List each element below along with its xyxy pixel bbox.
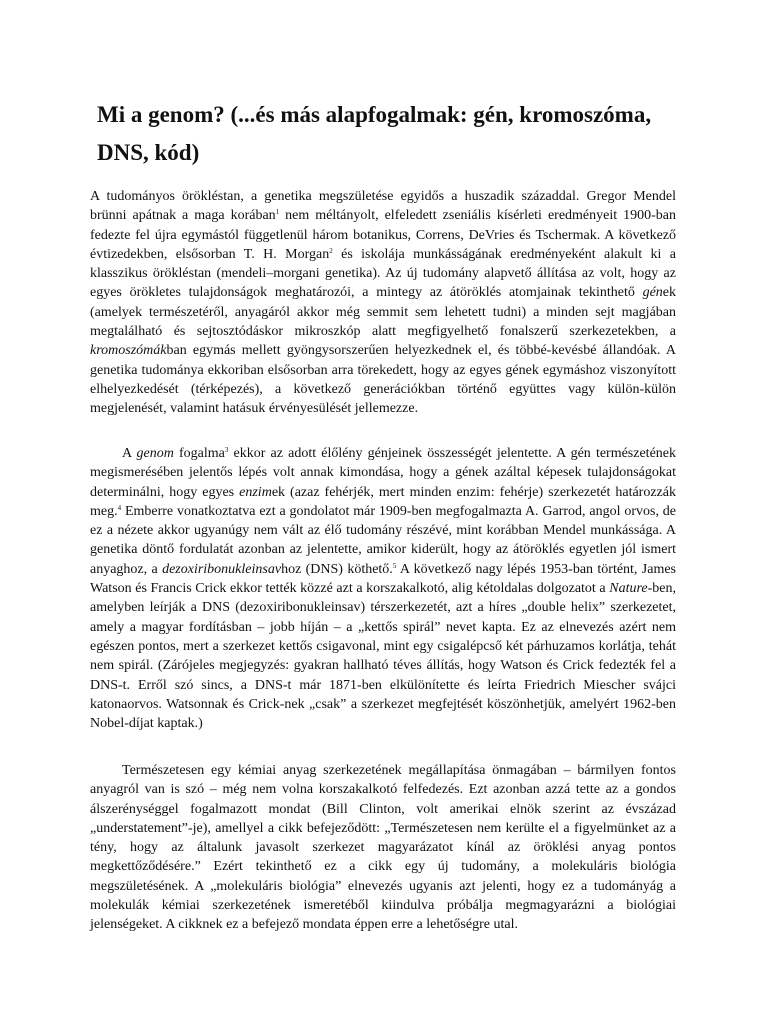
term-kromoszomak: kromoszómák: [90, 343, 167, 359]
footnote-ref-5[interactable]: 5: [392, 561, 397, 570]
paragraph-2-part-4: ek (azaz fehérjék, mert minden enzim: fehérje) szerkezetét határozzák meg.: [90, 484, 676, 519]
paragraph-2-part-2: fogalma: [173, 446, 225, 461]
paragraph-2-part-1: A: [122, 446, 137, 461]
paragraph-2-part-6: hoz (DNS) köthető.: [281, 561, 393, 577]
paragraph-2-part-7: A következő nagy lépés 1953-ban történt, James Watson és Francis Crick ekkor tették közzé azt a korszakalkotó, alig kétoldalas dolgozatot a: [90, 561, 676, 597]
paragraph-2-part-3: ekkor az adott élőlény génjeinek összességét jelentette. A gén természetének megismerésében jelentős lépés volt annak kimondása, hogy a gének azáltal képesek tulajdonságokat determinálni, hogy egyes: [90, 446, 677, 500]
paragraph-1-part-5: ban egymás mellett gyöngysorszerűen helyezkednek el, és többé-kevésbé állandóak. A genetika tudománya ekkoriban elsősorban arra törekedett, hogy az egyes gének egymáshoz viszonyított elhelyezkedését (térképezés), a következő generációkban történő együttes vagy külön-külön megjelenését, valamint hatásuk érvényesülését jellemezze.: [90, 343, 676, 417]
footnote-ref-1[interactable]: 1: [275, 208, 280, 217]
term-dezoxiribonukleinsav: dezoxiribonukleinsav: [162, 561, 282, 577]
footnote-ref-2[interactable]: 2: [329, 246, 333, 255]
term-gen: gén: [642, 285, 663, 301]
paragraph-3-text: Természetesen egy kémiai anyag szerkezetének megállapítása önmagában – bármilyen fontos anyagról van is szó – még nem volna korszakalkotó felfedezés. Ezt azonban azzá tette az a gondos álszerénységgel fogalmazott mondat (Bill Clinton, volt amerikai elnök szerint az évszázad „understatement”-je), amellyel a cikk befejeződött: „Természetesen nem kerülte el a figyelmünket az a tény, hogy az általunk javasolt szerkezet magyarázatot kínál az öröklési anyag pontos megkettőződésére.” Ezért tekinthető ez a cikk egy új tudomány, a molekuláris biológia megszületésének. A „molekuláris biológia” elnevezés ugyanis azt jelenti, hogy ez a tudományág a molekulák kémiai szerkezetének ismeretéből kiindulva próbálja megmagyarázni a biológiai jelenségeket. A cikknek ez a befejező mondata éppen erre a lehetőségre utal.: [90, 763, 676, 933]
footnote-ref-4[interactable]: 4: [117, 503, 122, 512]
term-genom: genom: [136, 446, 174, 461]
paragraph-1-part-2: nem méltányolt, elfeledett zseniális kísérleti eredményeit 1900-ban fedezte fel újra egymástól függetlenül három botanikus, Correns, DeVries és Tschermak. A következő évtizedekben, elsősorban T. H. Morgan: [90, 208, 676, 262]
footnote-ref-3[interactable]: 3: [224, 446, 229, 454]
term-nature: Nature: [609, 581, 648, 597]
paragraph-1-part-4: ek (amelyek természetéről, anyagáról akkor még semmit sem lehetett tudni) a minden sejt magjában megtalálható és sejtosztódáskor mikroszkóp alatt megfigyelhető fonalszerű szerkezetekben, a: [90, 285, 676, 340]
paragraph-1-part-3: és iskolája munkásságának eredményeként alakult ki a klasszikus örökléstan (mendeli–morgani genetika). Az új tudomány alapvető állítása az volt, hogy az egyes örökletes tulajdonságok meghatározói, a mintegy az átöröklés atomjainak tekinthető: [90, 246, 676, 301]
paragraph-1: [90, 187, 676, 419]
paragraph-2-part-5: Emberre vonatkoztatva ezt a gondolatot már 1909-ben megfogalmazta A. Garrod, angol orvos, de ez a nézete akkor ugyanúgy nem vált az élő tudomány részévé, mint korábban Mendel munkássága. A genetika döntő fordulatát azonban az jelentette, amikor kiderült, hogy az átöröklés egyetlen jól ismert anyaghoz, a: [90, 503, 676, 577]
term-enzim: enzim: [239, 484, 272, 500]
page-title: Mi a genom? (...és más alapfogalmak: gén, kromoszóma, DNS, kód): [97, 102, 652, 165]
paragraph-2-part-8: -ben, amelyben leírják a DNS (dezoxiribonukleinsav) térszerkezetét, azt a híres „double helix” szerkezetet, amely a magyar fordításban – jobb híján – a „kettős spirál” nevet kapta. Ez az elnevezés azért nem egészen pontos, mert a szerkezet kettős csigavonal, mint egy csigalépcső két párhuzamos korlátja, tehát nem spirál. (Zárójeles megjegyzés: gyakran hallható téves állítás, hogy Watson és Crick fedezték fel a DNS-t. Erről szó sincs, a DNS-t már 1871-ben elkülönítette és leírta Friedrich Miescher svájci katonaorvos. Watsonnak és Crick-nek „csak” a szerkezet megfejtését köszönhetjük, amelyért 1962-ben Nobel-díjat kaptak.): [90, 581, 676, 732]
paragraph-3: [90, 761, 676, 935]
paragraph-2: [90, 444, 676, 733]
paragraph-1-part-1: A tudományos örökléstan, a genetika megszületése egyidős a huszadik századdal. Gregor Mendel brünni apátnak a maga korában: [90, 189, 676, 224]
